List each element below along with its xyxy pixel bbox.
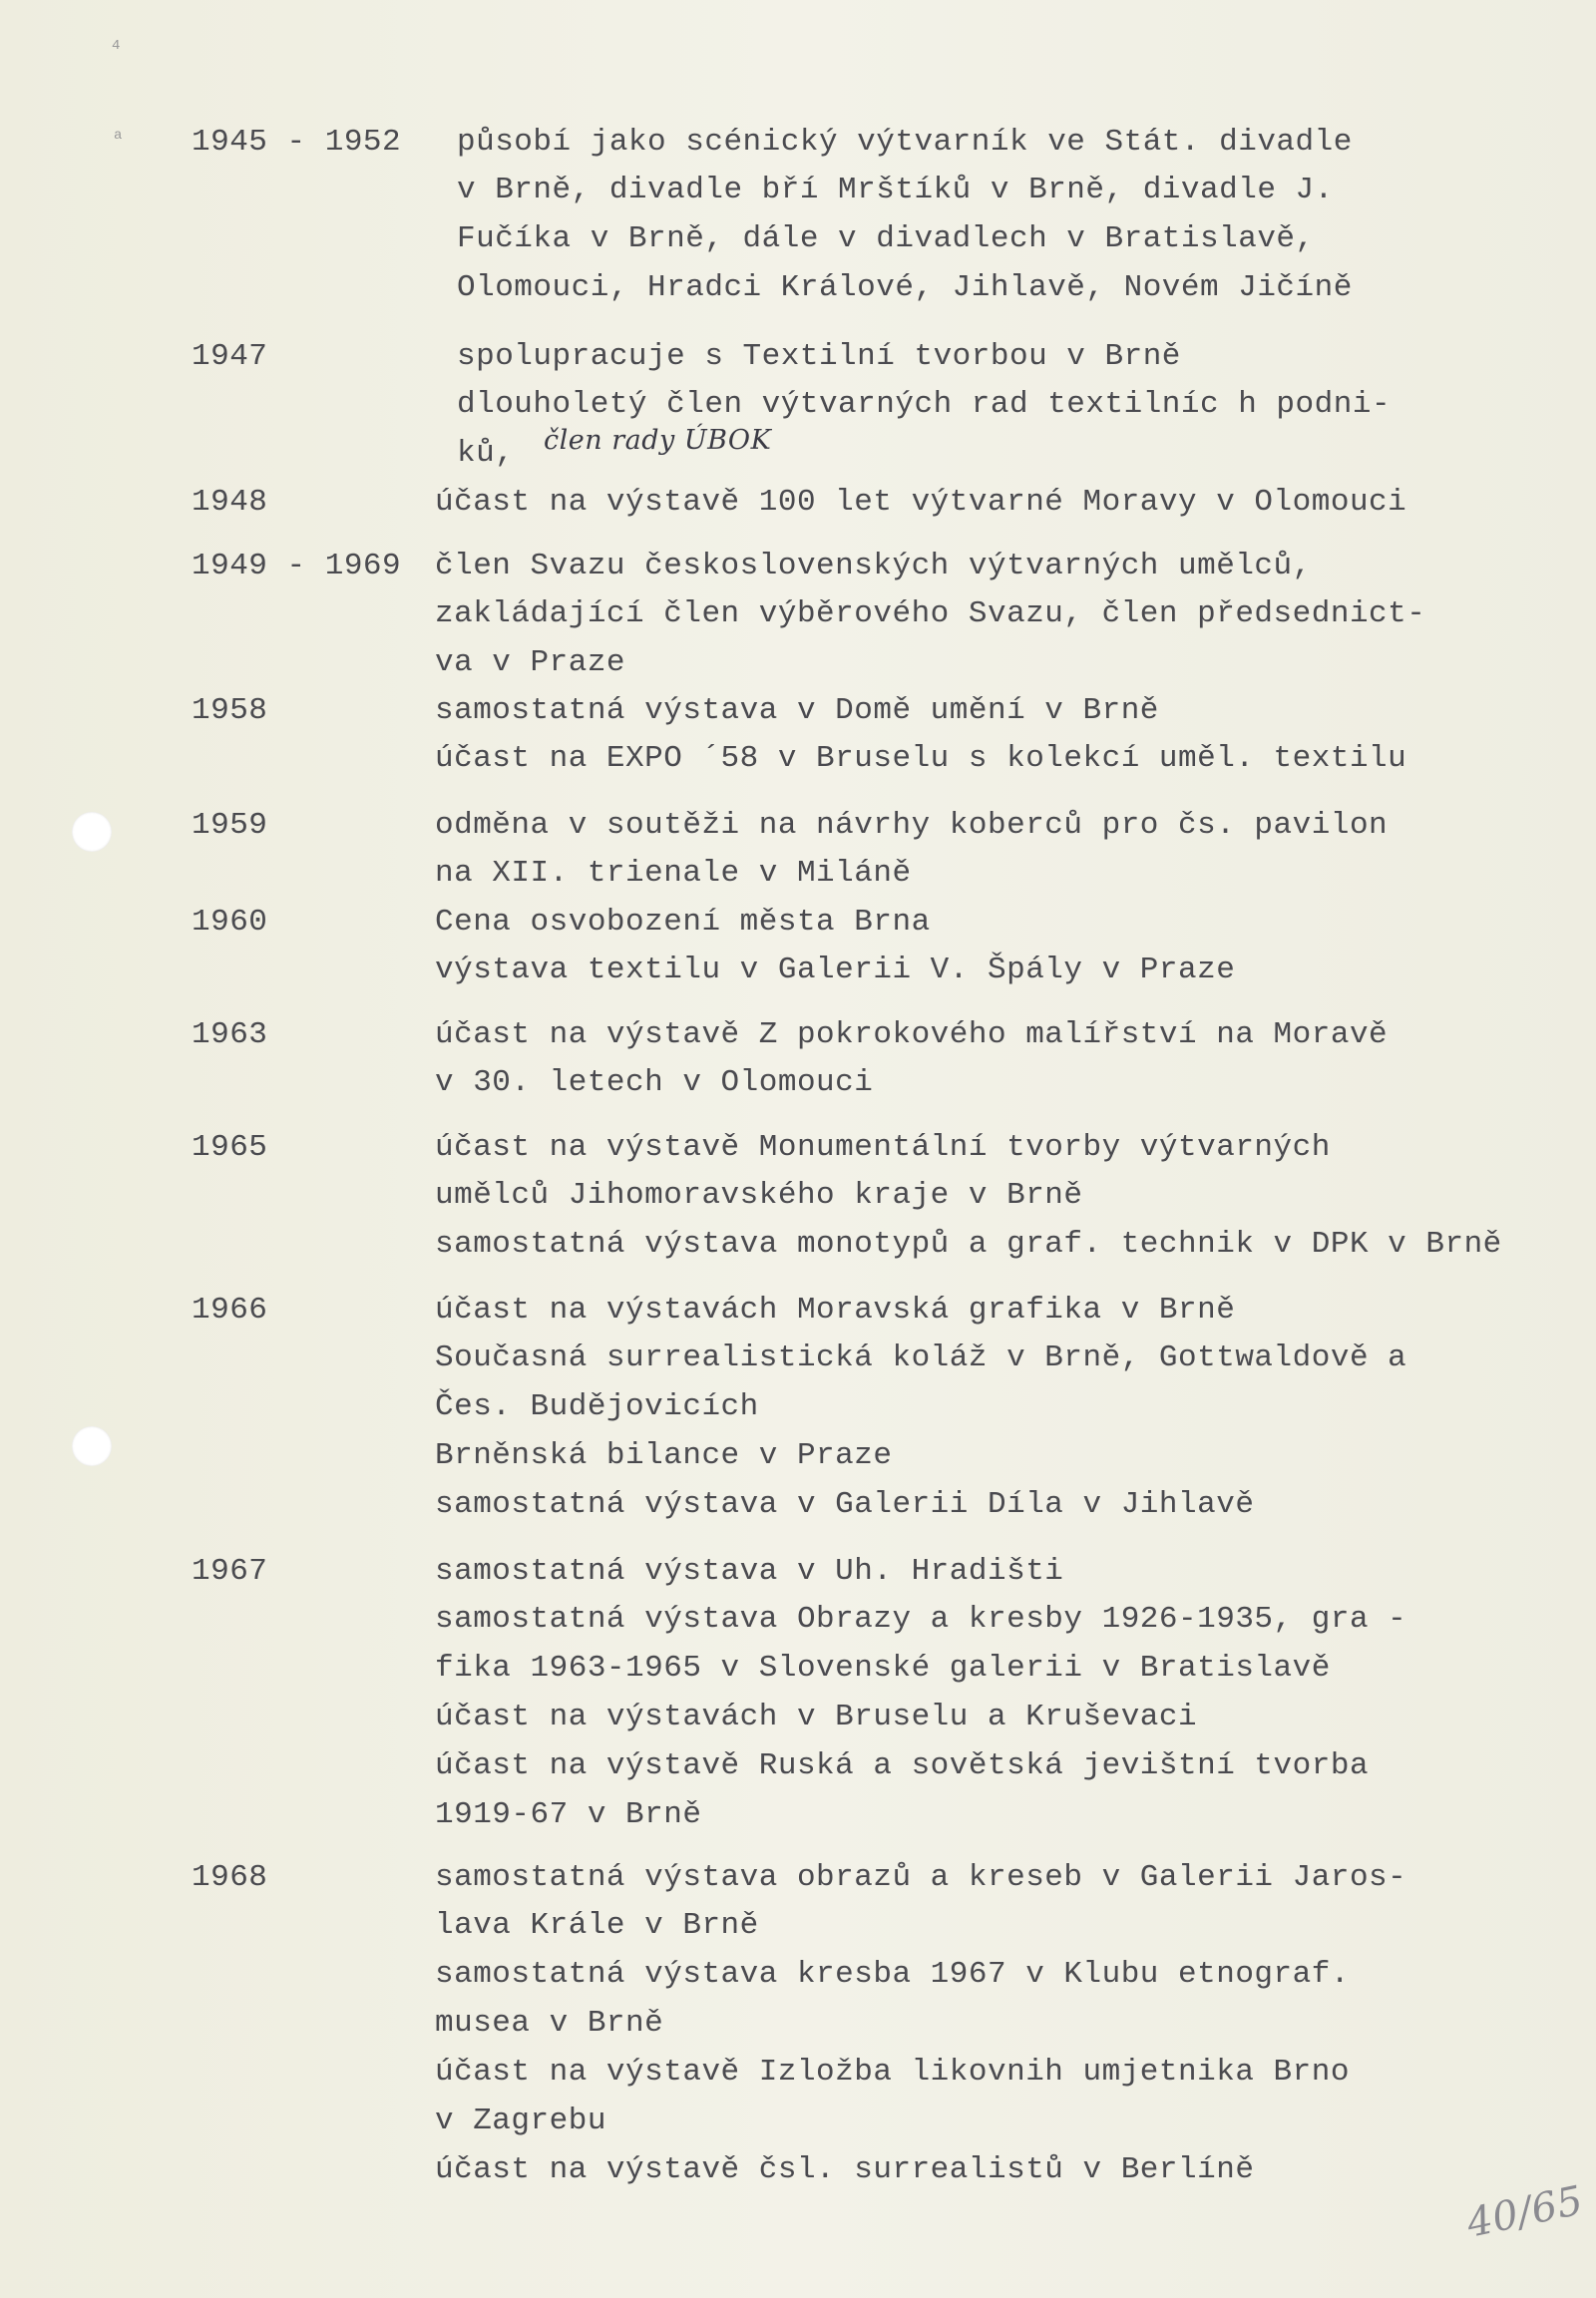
entry-line: va v Praze [435,645,626,680]
entry-line: musea v Brně [435,2006,664,2041]
entry-line: samostatná výstava v Uh. Hradišti [435,1554,1064,1589]
entry-line: zakládající člen výběrového Svazu, člen předsednict- [435,596,1426,631]
entry-year: 1949 - 1969 [192,549,402,583]
page-corner-mark: 4 [112,38,121,54]
entry-line: účast na výstavě Monumentální tvorby výtvarných [435,1130,1331,1165]
entry-line: Čes. Budějovicích [435,1389,759,1424]
entry-year: 1948 [192,485,268,520]
punch-hole [72,812,112,852]
entry-year: 1968 [192,1860,268,1895]
entry-line: v Brně, divadle bří Mrštíků v Brně, divadle J. [457,173,1334,207]
entry-line: působí jako scénický výtvarník ve Stát. divadle [457,125,1353,160]
entry-line: samostatná výstava kresba 1967 v Klubu etnograf. [435,1957,1350,1992]
entry-year: 1959 [192,808,268,843]
entry-line: účast na výstavách v Bruselu a Kruševaci [435,1700,1198,1734]
entry-line: účast na výstavách Moravská grafika v Brně [435,1293,1236,1328]
entry-line: 1919-67 v Brně [435,1797,702,1832]
entry-line: samostatná výstava monotypů a graf. technik v DPK v Brně [435,1227,1502,1262]
entry-line: účast na výstavě 100 let výtvarné Moravy v Olomouci [435,485,1407,520]
entry-line: Brněnská bilance v Praze [435,1438,893,1473]
entry-year: 1958 [192,693,268,728]
entry-year: 1966 [192,1293,268,1328]
punch-hole [72,1426,112,1466]
handwritten-page-number: 40/65 [1462,2177,1588,2247]
entry-year: 1967 [192,1554,268,1589]
entry-line: účast na výstavě Izložba likovnih umjetnika Brno [435,2055,1350,2090]
entry-line: Fučíka v Brně, dále v divadlech v Bratislavě, [457,221,1315,256]
entry-year: 1963 [192,1017,268,1052]
entry-line: fika 1963-1965 v Slovenské galerii v Bratislavě [435,1651,1331,1686]
entry-year: 1960 [192,905,268,940]
entry-line: člen Svazu československých výtvarných umělců, [435,549,1312,583]
handwritten-annotation: člen rady ÚBOK [544,425,772,456]
entry-line: samostatná výstava Obrazy a kresby 1926-1935, gra - [435,1602,1407,1637]
entry-line: ků, [457,436,515,471]
entry-line: odměna v soutěži na návrhy koberců pro čs. pavilon [435,808,1389,843]
entry-line: výstava textilu v Galerii V. Špály v Praze [435,953,1236,987]
entry-line: umělců Jihomoravského kraje v Brně [435,1178,1083,1213]
entry-line: účast na výstavě Z pokrokového malířství na Moravě [435,1017,1389,1052]
entry-line: dlouholetý člen výtvarných rad textilníc h podni- [457,387,1392,422]
entry-line: Olomouci, Hradci Králové, Jihlavě, Novém Jičíně [457,270,1353,305]
entry-line: lava Krále v Brně [435,1908,759,1943]
entry-line: v 30. letech v Olomouci [435,1065,874,1100]
entry-line: samostatná výstava v Domě umění v Brně [435,693,1159,728]
page-margin-mark: a [114,128,123,144]
entry-line: Cena osvobození města Brna [435,905,931,940]
entry-line: účast na EXPO ´58 v Bruselu s kolekcí uměl. textilu [435,741,1407,776]
entry-year: 1965 [192,1130,268,1165]
entry-year: 1945 - 1952 [192,125,402,160]
entry-year: 1947 [192,339,268,374]
entry-line: účast na výstavě čsl. surrealistů v Berlíně [435,2152,1255,2187]
entry-line: na XII. trienale v Miláně [435,856,912,891]
entry-line: samostatná výstava v Galerii Díla v Jihlavě [435,1487,1255,1522]
entry-line: Současná surrealistická koláž v Brně, Gottwaldově a [435,1340,1407,1375]
entry-line: účast na výstavě Ruská a sovětská jevištní tvorba [435,1748,1370,1783]
entry-line: v Zagrebu [435,2104,606,2138]
entry-line: spolupracuje s Textilní tvorbou v Brně [457,339,1181,374]
entry-line: samostatná výstava obrazů a kreseb v Galerii Jaros- [435,1860,1407,1895]
